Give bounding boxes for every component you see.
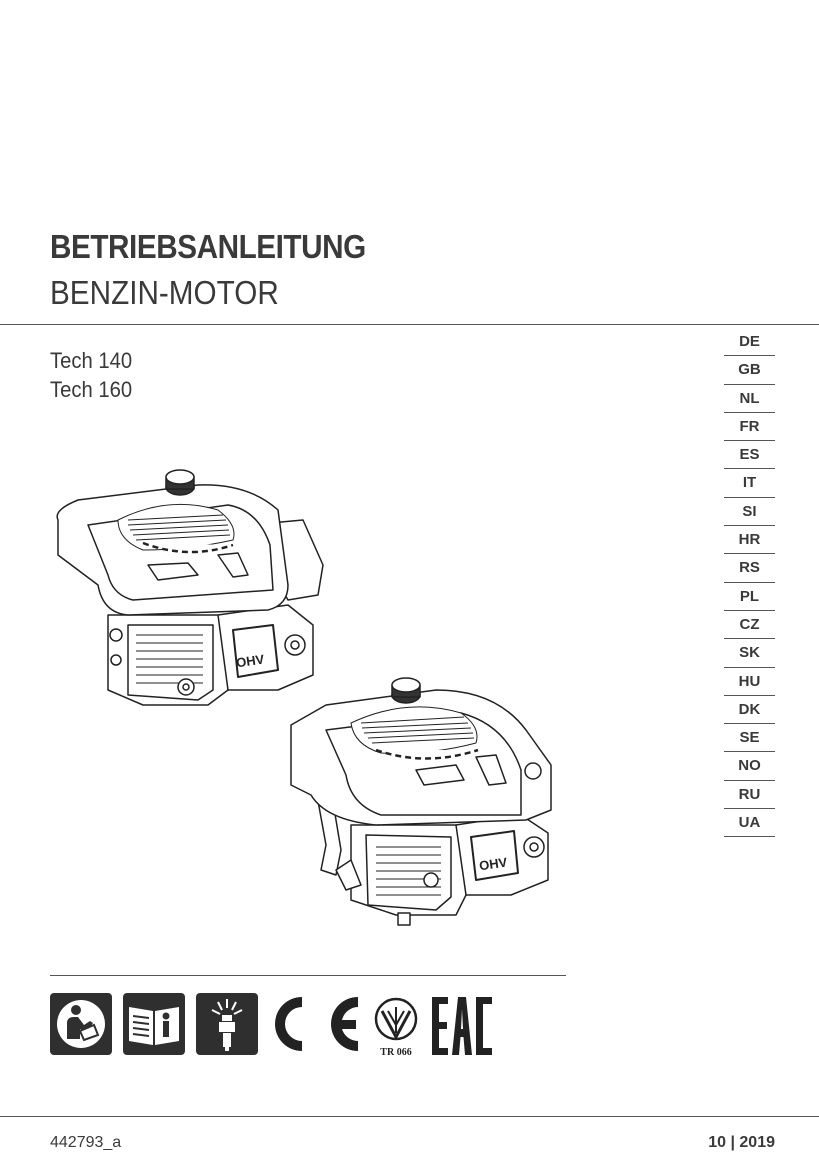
document-title: BETRIEBSANLEITUNG [50,228,366,265]
icons-divider [50,975,566,976]
language-code[interactable]: PL [724,583,775,611]
language-code[interactable]: UA [724,809,775,837]
language-code[interactable]: DE [724,328,775,356]
language-code[interactable]: NO [724,752,775,780]
tr-certification-text: TR 066 [380,1047,412,1058]
tr-cu-mark-icon [368,993,424,1059]
language-code[interactable]: RU [724,781,775,809]
information-book-icon [123,993,185,1055]
language-code[interactable]: FR [724,413,775,441]
model-name: Tech 140 [50,348,133,373]
language-code[interactable]: SE [724,724,775,752]
top-divider [0,324,819,325]
engine-illustration-tech160 [286,675,566,930]
language-code[interactable]: IT [724,469,775,497]
document-number: 442793_a [50,1134,122,1151]
language-code[interactable]: RS [724,554,775,582]
language-code[interactable]: GB [724,356,775,384]
footer-divider [0,1116,819,1117]
model-name: Tech 160 [50,377,133,402]
document-subtitle: BENZIN-MOTOR [50,274,279,311]
eac-mark-icon [430,995,494,1057]
ce-mark-icon [270,993,365,1055]
document-date: 10 | 2019 [708,1134,775,1151]
read-manual-icon [50,993,112,1055]
language-code[interactable]: SK [724,639,775,667]
model-list [50,346,139,404]
language-code[interactable]: ES [724,441,775,469]
language-code[interactable]: CZ [724,611,775,639]
language-code[interactable]: DK [724,696,775,724]
spark-plug-icon [196,993,258,1055]
ohv-badge-text: OHV [478,854,509,874]
language-code[interactable]: NL [724,385,775,413]
ohv-badge-text: OHV [235,651,266,671]
language-code[interactable]: SI [724,498,775,526]
language-code[interactable]: HU [724,668,775,696]
language-code[interactable]: HR [724,526,775,554]
language-index [724,328,775,837]
